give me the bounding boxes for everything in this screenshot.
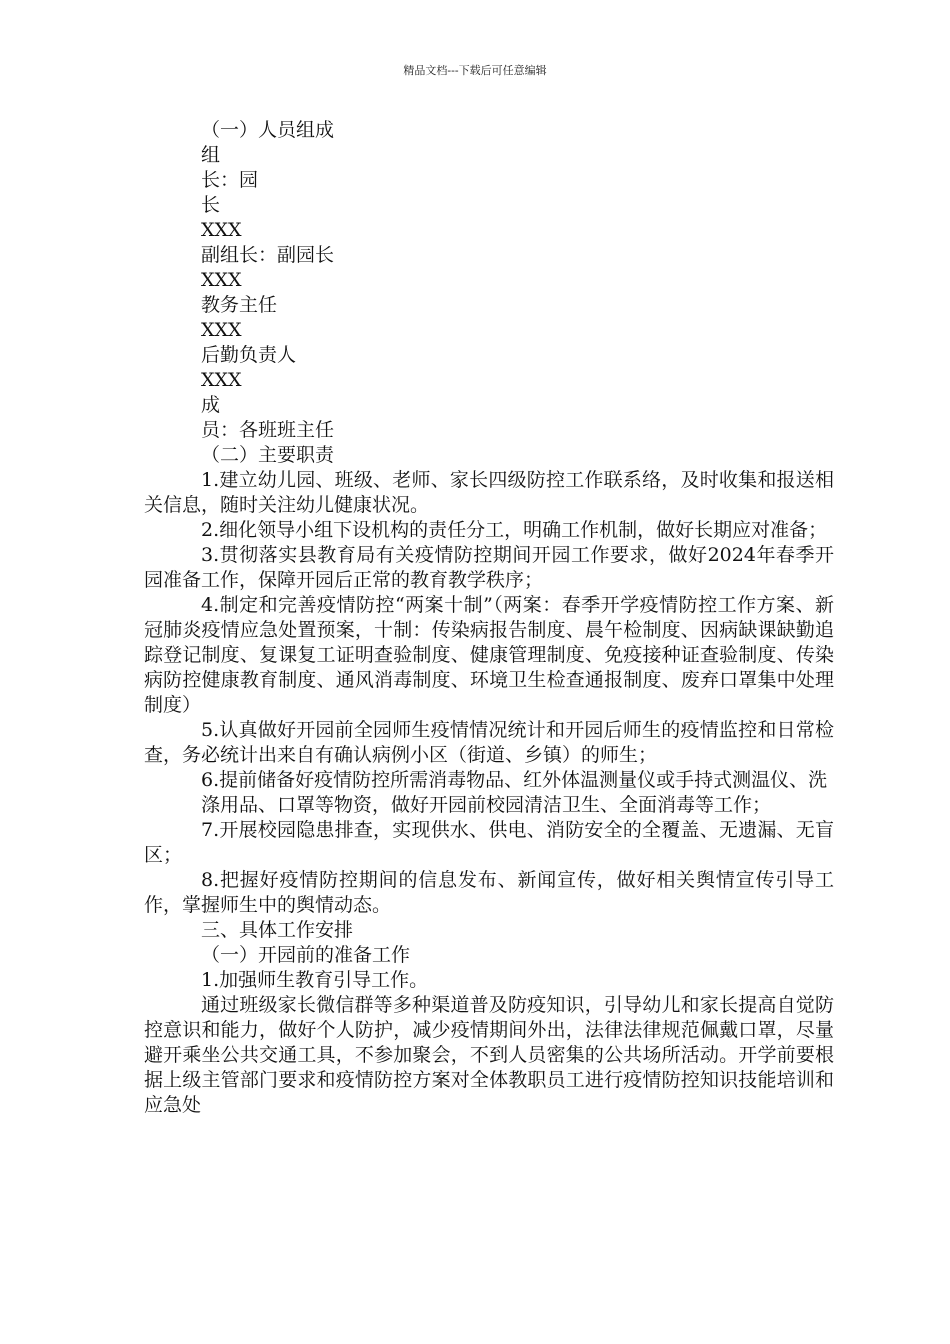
item-heading: 1.加强师生教育引导工作。 bbox=[201, 969, 429, 991]
section-heading: 三、具体工作安排 bbox=[201, 919, 354, 941]
duty-item-2: 2.细化领导小组下设机构的责任分工，明确工作机制，做好长期应对准备； bbox=[201, 519, 828, 541]
duty-item-4: 4.制定和完善疫情防控“两案十制”（两案：春季开学疫情防控工作方案、新冠肺炎疫情应急处置预案，十制：传染病报告制度、晨午检制度、因病缺课缺勤追踪登记制度、复课复工证明查验制度、健康管理制度、免疫接种证查验制度、传染病防控健康教育制度、通风消毒制度、环境卫生检查通报制度、废弃口罩集中处理制度） bbox=[144, 594, 834, 716]
text-line: XXX bbox=[201, 269, 242, 291]
section-heading: （一）人员组成 bbox=[201, 119, 335, 141]
text-line: 副组长：副园长 bbox=[201, 244, 335, 266]
duty-item-6-continued: 涤用品、口罩等物资，做好开园前校园清洁卫生、全面消毒等工作； bbox=[201, 794, 772, 816]
text-line: 长：园 bbox=[201, 169, 259, 191]
duty-item-1: 1.建立幼儿园、班级、老师、家长四级防控工作联系络，及时收集和报送相关信息，随时关注幼儿健康状况。 bbox=[144, 469, 834, 516]
text-line: 员：各班班主任 bbox=[201, 419, 335, 441]
section-heading: （二）主要职责 bbox=[201, 444, 335, 466]
text-line: XXX bbox=[201, 319, 242, 341]
subsection-heading: （一）开园前的准备工作 bbox=[201, 944, 411, 966]
text-line: 成 bbox=[201, 394, 221, 416]
body-paragraph: 通过班级家长微信群等多种渠道普及防疫知识，引导幼儿和家长提高自觉防控意识和能力，做好个人防护，减少疫情期间外出，法律法律规范佩戴口罩，尽量避开乘坐公共交通工具，不参加聚会，不到人员密集的公共场所活动。开学前要根据上级主管部门要求和疫情防控方案对全体教职员工进行疫情防控知识技能培训和应急处 bbox=[144, 994, 834, 1116]
text-line: 教务主任 bbox=[201, 294, 278, 316]
page-header: 精品文档---下载后可任意编辑 bbox=[403, 64, 547, 77]
text-line: 后勤负责人 bbox=[201, 344, 297, 366]
duty-item-3: 3.贯彻落实县教育局有关疫情防控期间开园工作要求，做好2024年春季开园准备工作，保障开园后正常的教育教学秩序； bbox=[144, 544, 834, 591]
document-body bbox=[144, 118, 834, 1118]
text-line: 组 bbox=[201, 144, 221, 166]
duty-item-8: 8.把握好疫情防控期间的信息发布、新闻宣传，做好相关舆情宣传引导工作，掌握师生中的舆情动态。 bbox=[144, 869, 834, 916]
duty-item-7: 7.开展校园隐患排查，实现供水、供电、消防安全的全覆盖、无遗漏、无盲区； bbox=[144, 819, 834, 866]
duty-item-6: 6.提前储备好疫情防控所需消毒物品、红外体温测量仪或手持式测温仪、洗 bbox=[201, 769, 828, 791]
text-line: XXX bbox=[201, 369, 242, 391]
duty-item-5: 5.认真做好开园前全园师生疫情情况统计和开园后师生的疫情监控和日常检查，务必统计出来自有确认病例小区（街道、乡镇）的师生； bbox=[144, 719, 834, 766]
text-line: 长 bbox=[201, 194, 221, 216]
text-line: XXX bbox=[201, 219, 242, 241]
